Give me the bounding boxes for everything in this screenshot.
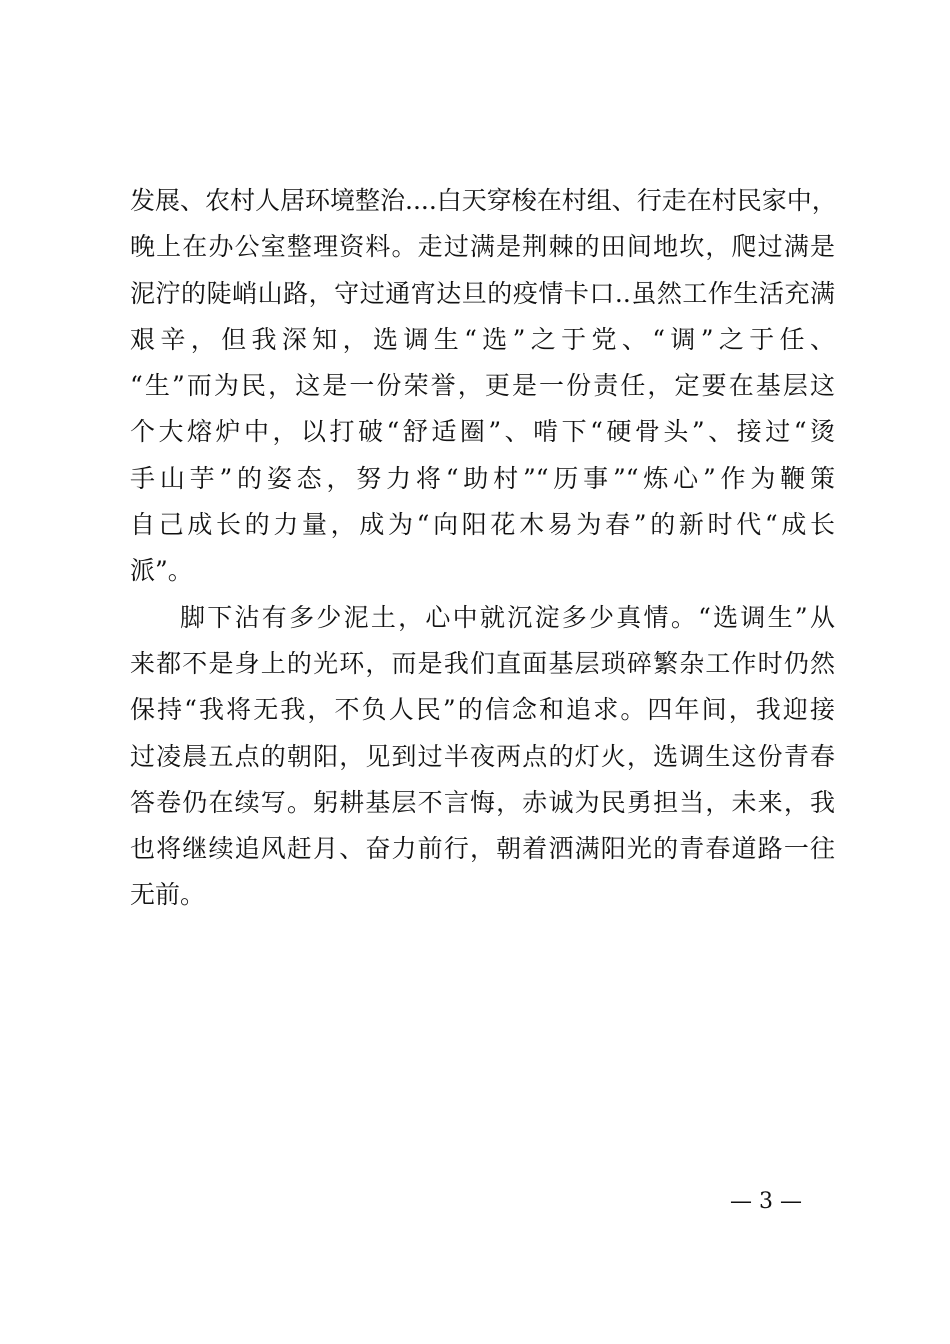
text-line: 泥泞的陡峭山路，守过通宵达旦的疫情卡口..虽然工作生活充满	[130, 278, 835, 308]
text-line: 无前。	[130, 880, 206, 910]
text-line: 过凌晨五点的朝阳，见到过半夜两点的灯火，选调生这份青春	[130, 741, 835, 771]
text-line: 艰辛，但我深知，选调生“选”之于党、“调”之于任、	[130, 324, 835, 354]
page-number: — 3 —	[730, 1189, 802, 1214]
text-line: 手山芋”的姿态，努力将“助村”“历事”“炼心”作为鞭策	[130, 463, 835, 493]
text-line: 个大熔炉中，以打破“舒适圈”、啃下“硬骨头”、接过“烫	[130, 417, 835, 447]
text-line: “生”而为民，这是一份荣誉，更是一份责任，定要在基层这	[130, 371, 835, 401]
text-line: 脚下沾有多少泥土，心中就沉淀多少真情。“选调生”从	[180, 602, 835, 632]
text-line: 发展、农村人居环境整治....白天穿梭在村组、行走在村民家中，	[130, 186, 837, 215]
text-line: 晚上在办公室整理资料。走过满是荆棘的田间地坎，爬过满是	[130, 232, 835, 262]
text-line: 自己成长的力量，成为“向阳花木易为春”的新时代“成长	[130, 510, 835, 540]
text-line: 也将继续追风赶月、奋力前行，朝着洒满阳光的青春道路一往	[130, 834, 835, 864]
text-line: 保持“我将无我，不负人民”的信念和追求。四年间，我迎接	[130, 695, 835, 725]
text-line: 派”。	[130, 556, 193, 586]
body-text	[130, 178, 835, 919]
text-line: 答卷仍在续写。躬耕基层不言悔，赤诚为民勇担当，未来，我	[130, 787, 835, 817]
text-line: 来都不是身上的光环，而是我们直面基层琐碎繁杂工作时仍然	[130, 648, 835, 678]
